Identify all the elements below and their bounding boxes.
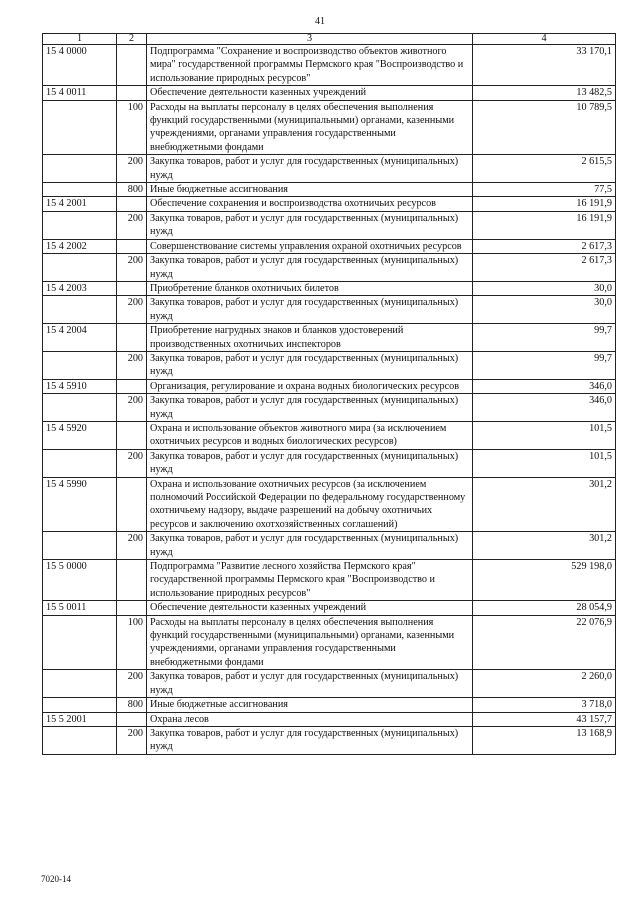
row-expense-type-cell: 200: [117, 726, 147, 754]
row-code-cell: [43, 394, 117, 422]
row-code-cell: 15 4 2003: [43, 281, 117, 295]
table-row: [43, 532, 616, 560]
row-description-cell: Иные бюджетные ассигнования: [147, 183, 473, 197]
row-code-cell: 15 4 2001: [43, 197, 117, 211]
row-amount-cell: 43 157,7: [473, 712, 616, 726]
table-row: [43, 560, 616, 601]
row-description-cell: Совершенствование системы управления охраной охотничьих ресурсов: [147, 239, 473, 253]
table-row: [43, 615, 616, 670]
page-number: 41: [315, 16, 325, 27]
row-amount-cell: 13 482,5: [473, 86, 616, 100]
row-expense-type-cell: 200: [117, 296, 147, 324]
table-row: [43, 394, 616, 422]
row-expense-type-cell: [117, 712, 147, 726]
row-description-cell: Закупка товаров, работ и услуг для государственных (муниципальных) нужд: [147, 726, 473, 754]
row-amount-cell: 77,5: [473, 183, 616, 197]
row-description-cell: Закупка товаров, работ и услуг для государственных (муниципальных) нужд: [147, 532, 473, 560]
row-expense-type-cell: 800: [117, 183, 147, 197]
row-description-cell: Закупка товаров, работ и услуг для государственных (муниципальных) нужд: [147, 155, 473, 183]
row-expense-type-cell: [117, 560, 147, 601]
row-code-cell: [43, 615, 117, 670]
row-code-cell: [43, 100, 117, 155]
row-amount-cell: 301,2: [473, 477, 616, 532]
row-expense-type-cell: 200: [117, 351, 147, 379]
row-amount-cell: 22 076,9: [473, 615, 616, 670]
row-code-cell: [43, 532, 117, 560]
row-expense-type-cell: 200: [117, 254, 147, 282]
row-description-cell: Иные бюджетные ассигнования: [147, 698, 473, 712]
row-code-cell: [43, 351, 117, 379]
row-amount-cell: 16 191,9: [473, 197, 616, 211]
header-row: [43, 34, 616, 45]
row-amount-cell: 346,0: [473, 379, 616, 393]
row-description-cell: Расходы на выплаты персоналу в целях обеспечения выполнения функций государственными (муниципальными) органами, казенными учреждениями, органами управления государственными внебюджетными фондами: [147, 615, 473, 670]
row-expense-type-cell: [117, 86, 147, 100]
table-row: [43, 601, 616, 615]
row-code-cell: 15 5 2001: [43, 712, 117, 726]
table-row: [43, 449, 616, 477]
table-row: [43, 239, 616, 253]
row-description-cell: Закупка товаров, работ и услуг для государственных (муниципальных) нужд: [147, 254, 473, 282]
row-amount-cell: 2 617,3: [473, 254, 616, 282]
row-code-cell: [43, 296, 117, 324]
column-header-4: 4: [473, 34, 616, 45]
row-code-cell: 15 4 5910: [43, 379, 117, 393]
row-amount-cell: 2 260,0: [473, 670, 616, 698]
table-row: [43, 726, 616, 754]
row-expense-type-cell: [117, 379, 147, 393]
table-row: [43, 183, 616, 197]
row-expense-type-cell: [117, 45, 147, 86]
row-expense-type-cell: 200: [117, 211, 147, 239]
row-expense-type-cell: 200: [117, 449, 147, 477]
budget-table: [42, 33, 616, 755]
row-expense-type-cell: 200: [117, 532, 147, 560]
table-row: [43, 197, 616, 211]
row-expense-type-cell: 200: [117, 394, 147, 422]
row-amount-cell: 101,5: [473, 421, 616, 449]
row-amount-cell: 3 718,0: [473, 698, 616, 712]
row-expense-type-cell: [117, 601, 147, 615]
row-code-cell: 15 4 0011: [43, 86, 117, 100]
row-code-cell: 15 5 0011: [43, 601, 117, 615]
row-description-cell: Приобретение нагрудных знаков и бланков удостоверений производственных охотничьих инспекторов: [147, 324, 473, 352]
table-row: [43, 254, 616, 282]
row-code-cell: [43, 155, 117, 183]
row-code-cell: 15 5 0000: [43, 560, 117, 601]
row-amount-cell: 99,7: [473, 324, 616, 352]
row-expense-type-cell: 200: [117, 155, 147, 183]
column-header-3: 3: [147, 34, 473, 45]
table-row: [43, 421, 616, 449]
table-row: [43, 155, 616, 183]
row-amount-cell: 301,2: [473, 532, 616, 560]
row-code-cell: 15 4 5920: [43, 421, 117, 449]
row-code-cell: [43, 670, 117, 698]
row-amount-cell: 33 170,1: [473, 45, 616, 86]
table-row: [43, 324, 616, 352]
row-code-cell: 15 4 5990: [43, 477, 117, 532]
row-amount-cell: 346,0: [473, 394, 616, 422]
column-header-1: 1: [43, 34, 117, 45]
table-row: [43, 351, 616, 379]
row-expense-type-cell: [117, 197, 147, 211]
row-code-cell: 15 4 2004: [43, 324, 117, 352]
row-amount-cell: 2 615,5: [473, 155, 616, 183]
row-code-cell: [43, 726, 117, 754]
row-code-cell: 15 4 0000: [43, 45, 117, 86]
table-row: [43, 698, 616, 712]
row-description-cell: Приобретение бланков охотничьих билетов: [147, 281, 473, 295]
row-description-cell: Закупка товаров, работ и услуг для государственных (муниципальных) нужд: [147, 211, 473, 239]
row-expense-type-cell: [117, 281, 147, 295]
row-expense-type-cell: 100: [117, 100, 147, 155]
row-amount-cell: 529 198,0: [473, 560, 616, 601]
row-description-cell: Расходы на выплаты персоналу в целях обеспечения выполнения функций государственными (муниципальными) органами, казенными учреждениями, органами управления государственными внебюджетными фондами: [147, 100, 473, 155]
column-header-2: 2: [117, 34, 147, 45]
row-expense-type-cell: 100: [117, 615, 147, 670]
table-row: [43, 86, 616, 100]
row-description-cell: Закупка товаров, работ и услуг для государственных (муниципальных) нужд: [147, 670, 473, 698]
row-code-cell: [43, 698, 117, 712]
row-description-cell: Охрана лесов: [147, 712, 473, 726]
row-description-cell: Закупка товаров, работ и услуг для государственных (муниципальных) нужд: [147, 394, 473, 422]
row-amount-cell: 30,0: [473, 296, 616, 324]
row-expense-type-cell: 800: [117, 698, 147, 712]
table-row: [43, 477, 616, 532]
row-description-cell: Организация, регулирование и охрана водных биологических ресурсов: [147, 379, 473, 393]
row-description-cell: Обеспечение сохранения и воспроизводства охотничьих ресурсов: [147, 197, 473, 211]
row-expense-type-cell: [117, 421, 147, 449]
row-description-cell: Охрана и использование объектов животного мира (за исключением охотничьих ресурсов и водных биологических ресурсов): [147, 421, 473, 449]
table-row: [43, 281, 616, 295]
row-amount-cell: 10 789,5: [473, 100, 616, 155]
row-description-cell: Закупка товаров, работ и услуг для государственных (муниципальных) нужд: [147, 296, 473, 324]
row-description-cell: Обеспечение деятельности казенных учреждений: [147, 601, 473, 615]
row-amount-cell: 30,0: [473, 281, 616, 295]
row-code-cell: [43, 254, 117, 282]
row-description-cell: Подпрограмма "Сохранение и воспроизводство объектов животного мира" государственной программы Пермского края "Воспроизводство и использование природных ресурсов": [147, 45, 473, 86]
row-description-cell: Закупка товаров, работ и услуг для государственных (муниципальных) нужд: [147, 351, 473, 379]
table-row: [43, 45, 616, 86]
row-code-cell: [43, 183, 117, 197]
table-body: [43, 45, 616, 755]
document-footer-code: 7020-14: [41, 874, 71, 884]
table-header: [43, 34, 616, 45]
table-row: [43, 670, 616, 698]
table-row: [43, 100, 616, 155]
row-amount-cell: 99,7: [473, 351, 616, 379]
table-row: [43, 712, 616, 726]
row-description-cell: Закупка товаров, работ и услуг для государственных (муниципальных) нужд: [147, 449, 473, 477]
row-description-cell: Подпрограмма "Развитие лесного хозяйства Пермского края" государственной программы Пермского края "Воспроизводство и использование природных ресурсов": [147, 560, 473, 601]
row-expense-type-cell: [117, 477, 147, 532]
row-amount-cell: 101,5: [473, 449, 616, 477]
row-description-cell: Обеспечение деятельности казенных учреждений: [147, 86, 473, 100]
row-amount-cell: 2 617,3: [473, 239, 616, 253]
row-code-cell: 15 4 2002: [43, 239, 117, 253]
table-row: [43, 296, 616, 324]
row-expense-type-cell: [117, 239, 147, 253]
row-amount-cell: 28 054,9: [473, 601, 616, 615]
table-row: [43, 211, 616, 239]
row-amount-cell: 13 168,9: [473, 726, 616, 754]
row-code-cell: [43, 211, 117, 239]
table-row: [43, 379, 616, 393]
row-amount-cell: 16 191,9: [473, 211, 616, 239]
row-description-cell: Охрана и использование охотничьих ресурсов (за исключением полномочий Российской Федерации по федеральному государственному охотничьему надзору, выдаче разрешений на добычу охотничьих ресурсов и заключению охотхозяйственных соглашений): [147, 477, 473, 532]
row-expense-type-cell: 200: [117, 670, 147, 698]
row-expense-type-cell: [117, 324, 147, 352]
row-code-cell: [43, 449, 117, 477]
